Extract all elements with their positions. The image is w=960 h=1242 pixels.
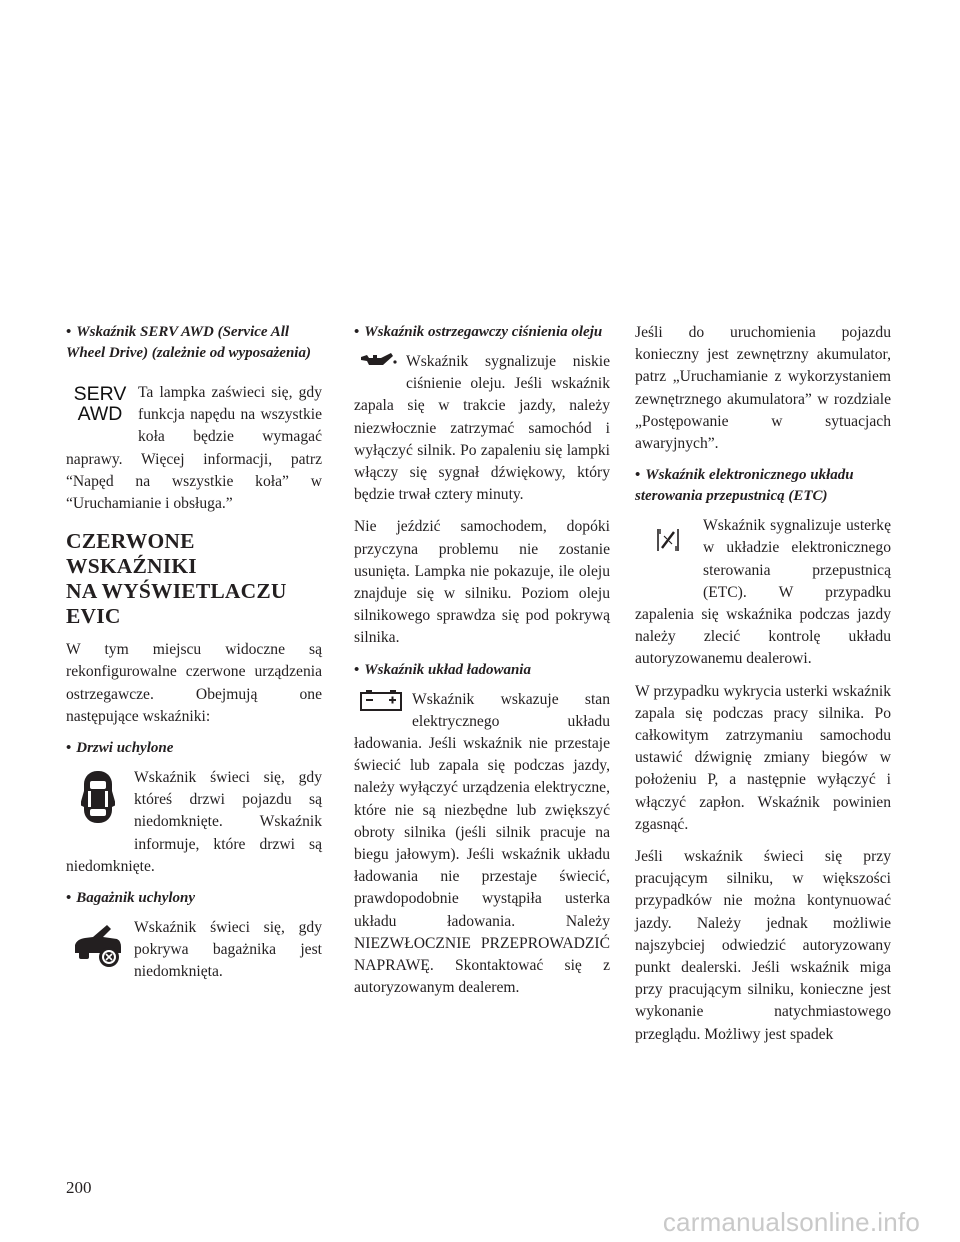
awd-text: Ta lampka zaświeci się, gdy funkcja napędu na wszystkie koła będzie wymagać naprawy. Więcej informacji, patrz “Napęd na wszystkie koła” w “Uruchamianie i obsługa.” (66, 384, 322, 513)
page-number: 200 (66, 1178, 92, 1197)
trunk-heading: • Bagażnik uchylony (66, 890, 196, 907)
trunk-ajar-icon (66, 923, 130, 989)
door-heading: • Drzwi uchylone (66, 740, 174, 757)
door-ajar-icon (66, 769, 130, 839)
charge-text: Wskaźnik wskazuje stan elektrycznego układu ładowania. Jeśli wskaźnik nie przestaje świecić lub zapala się podczas jazdy, należy wyłączyć urządzenia elektryczne, które nie są niezbędne lub zwiększyć obroty silnika (jeśli silnik pracuje na biegu jałowym). Jeśli wskaźnik układu ładowania nie przestaje świecić, prawdopodobnie wystąpiła usterka układu ładowania. Należy NIEZWŁOCZNIE PRZEPROWADZIĆ NAPRAWĘ. Skontaktować się z autoryzowanym dealerem. (354, 690, 610, 997)
etc-text-2: W przypadku wykrycia usterki wskaźnik zapala się podczas pracy silnika. Po całkowitym zatrzymaniu samochodu ustawić dźwignię zmiany biegów w położeniu P, a następnie wyłączyć i włączyć zapłon. Wskaźnik powinien zgasnąć. (635, 682, 891, 833)
section-intro: W tym miejscu widoczne są rekonfigurowalne czerwone urządzenia ostrzegawcze. Obejmują one następujące wskaźniki: (66, 641, 322, 725)
door-text: Wskaźnik świeci się, gdy któreś drzwi pojazdu są niedomknięte. Wskaźnik informuje, które drzwi są niedomknięte. (66, 769, 322, 875)
section-title: CZERWONE WSKAŹNIKI NA WYŚWIETLACZU EVIC (66, 529, 287, 629)
oil-text: Wskaźnik sygnalizuje niskie ciśnienie oleju. Jeśli wskaźnik zapala się w trakcie jazdy, należy niezwłocznie zatrzymać samochód i wyłączyć silnik. Po zapaleniu się lampki włączy się sygnał dźwiękowy, który będzie trwał cztery minuty. (354, 353, 610, 504)
oil-text-2: Nie jeździć samochodem, dopóki przyczyna problemu nie zostanie usunięta. Lampka nie pokazuje, ile oleju znajduje się w silniku. Poziom oleju silnikowego sprawdza się pod pokrywą silnika. (354, 518, 610, 647)
trunk-text: Wskaźnik świeci się, gdy pokrywa bagażnika jest niedomknięta. (134, 919, 322, 981)
jump-start-text: Jeśli do uruchomienia pojazdu konieczny jest zewnętrzny akumulator, patrz „Uruchamianie z wykorzystaniem zewnętrznego akumulatora” w rozdziale „Postępowanie w sytuacjach awaryjnych”. (635, 324, 891, 453)
etc-text: Wskaźnik sygnalizuje usterkę w układzie elektronicznego sterowania przepustnicą (ETC). W przypadku zapalenia się wskaźnika podczas jazdy należy zlecić kontrolę układu autoryzowanemu dealerowi. (635, 517, 891, 668)
battery-charging-icon (354, 689, 408, 715)
etc-throttle-icon (635, 527, 701, 595)
oil-heading: • Wskaźnik ostrzegawczy ciśnienia oleju (354, 324, 603, 340)
watermark: carmanualsonline.info (662, 1207, 920, 1237)
column-left (66, 322, 322, 989)
etc-heading: • Wskaźnik elektronicznego układu sterowania przepustnicą (ETC) (635, 467, 854, 505)
etc-text-3: Jeśli wskaźnik świeci się przy pracującym silniku, w większości przypadków nie można kontynuować jazdy. Należy jednak możliwie najszybciej odwiedzić autoryzowany punkt dealerski. Jeśli wskaźnik miga przy pracującym silniku, konieczne jest wykonanie natychmiastowego przeglądu. Możliwy jest spadek (635, 848, 891, 1043)
awd-heading: • Wskaźnik SERV AWD (Service All Wheel Drive) (zależnie od wyposażenia) (66, 324, 311, 361)
column-right (635, 322, 891, 1046)
charge-heading: • Wskaźnik układ ładowania (354, 661, 531, 678)
serv-awd-icon: SERV AWD (73, 383, 127, 425)
column-middle (354, 322, 610, 999)
oil-pressure-icon (354, 351, 402, 375)
